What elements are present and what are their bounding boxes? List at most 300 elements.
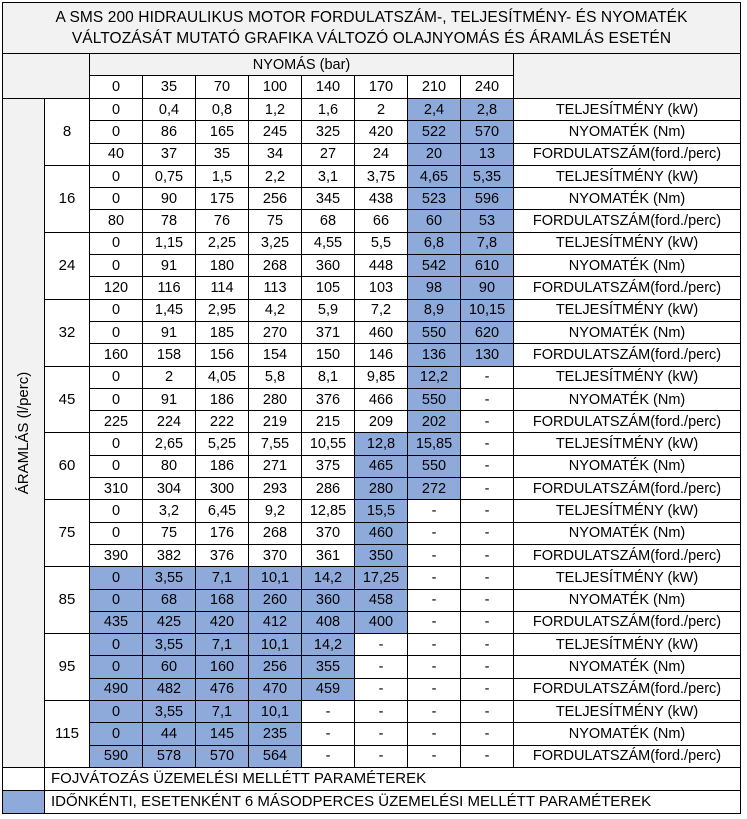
data-cell: 268	[249, 522, 302, 544]
data-cell: 482	[143, 678, 196, 700]
data-cell: 75	[249, 210, 302, 232]
data-cell: 459	[302, 678, 355, 700]
data-cell: 268	[249, 255, 302, 277]
data-cell: 10,1	[249, 567, 302, 589]
table-row	[3, 165, 741, 187]
data-cell: -	[408, 701, 461, 723]
data-cell: 2,25	[196, 232, 249, 254]
legend-swatch-white	[3, 767, 45, 790]
data-cell: -	[461, 500, 514, 522]
data-cell: 90	[143, 188, 196, 210]
data-cell: 2,8	[461, 99, 514, 121]
row-label: FORDULATSZÁM(ford./perc)	[514, 544, 741, 566]
row-label: NYOMATÉK (Nm)	[514, 589, 741, 611]
data-cell: -	[302, 745, 355, 767]
data-cell: -	[408, 500, 461, 522]
row-label: NYOMATÉK (Nm)	[514, 522, 741, 544]
data-cell: 448	[355, 255, 408, 277]
data-cell: 0	[90, 299, 143, 321]
table-row	[3, 723, 741, 745]
data-cell: 304	[143, 478, 196, 500]
data-cell: 2,4	[408, 99, 461, 121]
data-cell: 5,35	[461, 165, 514, 187]
data-cell: 0	[90, 567, 143, 589]
data-cell: -	[302, 723, 355, 745]
data-cell: 460	[355, 321, 408, 343]
data-cell: -	[408, 723, 461, 745]
data-cell: -	[355, 745, 408, 767]
row-label: NYOMATÉK (Nm)	[514, 121, 741, 143]
table-row	[3, 478, 741, 500]
data-cell: 3,25	[249, 232, 302, 254]
data-cell: 270	[249, 321, 302, 343]
data-cell: -	[461, 701, 514, 723]
data-cell: 202	[408, 411, 461, 433]
data-cell: 2	[143, 366, 196, 388]
data-cell: 361	[302, 544, 355, 566]
data-cell: 360	[302, 589, 355, 611]
legend-swatch-blue	[3, 790, 45, 813]
data-cell: 91	[143, 321, 196, 343]
flow-axis-label: ÁRAMLÁS (l/perc)	[14, 371, 32, 495]
table-row	[3, 611, 741, 633]
row-label: TELJESÍTMÉNY (kW)	[514, 165, 741, 187]
data-cell: 186	[196, 455, 249, 477]
table-row	[3, 299, 741, 321]
data-cell: 10,1	[249, 634, 302, 656]
data-cell: 14,2	[302, 634, 355, 656]
data-cell: 522	[408, 121, 461, 143]
data-cell: 224	[143, 411, 196, 433]
data-sheet	[2, 2, 741, 814]
row-label: TELJESÍTMÉNY (kW)	[514, 232, 741, 254]
data-cell: 550	[408, 455, 461, 477]
data-cell: 13	[461, 143, 514, 165]
label-header-cell	[514, 54, 741, 99]
row-label: NYOMATÉK (Nm)	[514, 455, 741, 477]
data-cell: 165	[196, 121, 249, 143]
data-cell: -	[461, 411, 514, 433]
data-cell: -	[408, 656, 461, 678]
table-row	[3, 455, 741, 477]
data-cell: 0,75	[143, 165, 196, 187]
data-cell: 86	[143, 121, 196, 143]
data-cell: 17,25	[355, 567, 408, 589]
data-cell: 4,55	[302, 232, 355, 254]
data-cell: -	[355, 634, 408, 656]
table-row	[3, 544, 741, 566]
data-cell: 80	[90, 210, 143, 232]
data-cell: 5,9	[302, 299, 355, 321]
data-cell: 75	[143, 522, 196, 544]
data-cell: 2,95	[196, 299, 249, 321]
data-cell: 0	[90, 500, 143, 522]
data-cell: 596	[461, 188, 514, 210]
data-cell: 7,8	[461, 232, 514, 254]
data-cell: 376	[302, 388, 355, 410]
data-cell: 175	[196, 188, 249, 210]
pressure-header: NYOMÁS (bar)	[90, 54, 514, 76]
data-cell: 0	[90, 589, 143, 611]
row-label: FORDULATSZÁM(ford./perc)	[514, 277, 741, 299]
data-cell: 1,6	[302, 99, 355, 121]
flow-value: 95	[45, 634, 90, 701]
corner-cell	[3, 54, 90, 99]
data-cell: -	[408, 745, 461, 767]
data-cell: 156	[196, 344, 249, 366]
data-cell: -	[408, 522, 461, 544]
data-cell: 400	[355, 611, 408, 633]
data-cell: -	[355, 701, 408, 723]
table-row	[3, 433, 741, 455]
data-cell: 53	[461, 210, 514, 232]
data-cell: 24	[355, 143, 408, 165]
data-cell: -	[461, 589, 514, 611]
data-cell: 215	[302, 411, 355, 433]
data-cell: 271	[249, 455, 302, 477]
data-cell: -	[461, 366, 514, 388]
data-cell: 345	[302, 188, 355, 210]
data-cell: -	[408, 634, 461, 656]
data-cell: 1,5	[196, 165, 249, 187]
data-cell: 293	[249, 478, 302, 500]
table-row	[3, 344, 741, 366]
data-cell: -	[461, 656, 514, 678]
data-cell: 256	[249, 188, 302, 210]
title-row	[3, 3, 741, 54]
data-cell: 10,15	[461, 299, 514, 321]
data-cell: 470	[249, 678, 302, 700]
data-cell: -	[461, 433, 514, 455]
data-cell: 154	[249, 344, 302, 366]
data-cell: 3,55	[143, 701, 196, 723]
table-row	[3, 99, 741, 121]
page-title	[3, 3, 741, 54]
data-cell: 0	[90, 321, 143, 343]
data-cell: 0	[90, 232, 143, 254]
data-cell: 0	[90, 255, 143, 277]
row-label: TELJESÍTMÉNY (kW)	[514, 634, 741, 656]
data-cell: 2,65	[143, 433, 196, 455]
data-cell: 370	[249, 544, 302, 566]
data-cell: 60	[143, 656, 196, 678]
pressure-value-1: 35	[143, 76, 196, 99]
title-line-2: VÁLTOZÁSÁT MUTATÓ GRAFIKA VÁLTOZÓ OLAJNYOMÁS ÉS ÁRAMLÁS ESETÉN	[71, 30, 672, 47]
legend-text-intermittent: IDŐNKÉNTI, ESETENKÉNT 6 MÁSODPERCES ÜZEMELÉSI MELLÉTT PARAMÉTEREK	[45, 790, 741, 813]
data-cell: 0	[90, 656, 143, 678]
data-cell: -	[461, 634, 514, 656]
data-cell: 550	[408, 388, 461, 410]
flow-value: 75	[45, 500, 90, 567]
data-cell: 8,1	[302, 366, 355, 388]
data-cell: 0	[90, 99, 143, 121]
data-cell: -	[408, 678, 461, 700]
data-cell: 0	[90, 634, 143, 656]
pressure-value-3: 100	[249, 76, 302, 99]
data-cell: 90	[461, 277, 514, 299]
row-label: FORDULATSZÁM(ford./perc)	[514, 344, 741, 366]
data-cell: 435	[90, 611, 143, 633]
data-cell: -	[461, 567, 514, 589]
data-cell: 390	[90, 544, 143, 566]
data-cell: 80	[143, 455, 196, 477]
data-cell: 5,5	[355, 232, 408, 254]
data-cell: -	[461, 611, 514, 633]
data-cell: 0	[90, 455, 143, 477]
data-cell: 7,1	[196, 634, 249, 656]
data-cell: 620	[461, 321, 514, 343]
row-label: NYOMATÉK (Nm)	[514, 656, 741, 678]
data-cell: 0,8	[196, 99, 249, 121]
data-cell: 6,45	[196, 500, 249, 522]
data-cell: -	[355, 656, 408, 678]
data-cell: 375	[302, 455, 355, 477]
data-cell: 256	[249, 656, 302, 678]
data-cell: 27	[302, 143, 355, 165]
data-cell: 7,1	[196, 701, 249, 723]
table-row	[3, 388, 741, 410]
legend-row-intermittent	[3, 790, 741, 813]
data-cell: 3,55	[143, 567, 196, 589]
data-cell: -	[408, 589, 461, 611]
table-row	[3, 143, 741, 165]
data-cell: 12,85	[302, 500, 355, 522]
table-row	[3, 567, 741, 589]
data-cell: 0	[90, 701, 143, 723]
data-cell: 4,05	[196, 366, 249, 388]
specification-table	[2, 2, 741, 814]
data-cell: 0	[90, 121, 143, 143]
data-cell: 2,2	[249, 165, 302, 187]
data-cell: 136	[408, 344, 461, 366]
table-row	[3, 634, 741, 656]
data-cell: 91	[143, 388, 196, 410]
data-cell: 114	[196, 277, 249, 299]
row-label: NYOMATÉK (Nm)	[514, 255, 741, 277]
data-cell: 12,8	[355, 433, 408, 455]
data-cell: 168	[196, 589, 249, 611]
data-cell: 360	[302, 255, 355, 277]
data-cell: 458	[355, 589, 408, 611]
data-cell: 34	[249, 143, 302, 165]
data-cell: 145	[196, 723, 249, 745]
legend-row-normal	[3, 767, 741, 790]
table-row	[3, 366, 741, 388]
data-cell: 523	[408, 188, 461, 210]
data-cell: -	[408, 544, 461, 566]
data-cell: 300	[196, 478, 249, 500]
row-label: NYOMATÉK (Nm)	[514, 188, 741, 210]
data-cell: 225	[90, 411, 143, 433]
data-cell: 0	[90, 366, 143, 388]
data-cell: 3,75	[355, 165, 408, 187]
data-cell: 68	[143, 589, 196, 611]
data-cell: 260	[249, 589, 302, 611]
flow-value: 32	[45, 299, 90, 366]
data-cell: 1,2	[249, 99, 302, 121]
row-label: TELJESÍTMÉNY (kW)	[514, 433, 741, 455]
data-cell: 40	[90, 143, 143, 165]
data-cell: 105	[302, 277, 355, 299]
data-cell: 146	[355, 344, 408, 366]
data-cell: 4,65	[408, 165, 461, 187]
data-cell: 325	[302, 121, 355, 143]
data-cell: 7,1	[196, 567, 249, 589]
data-cell: 10,1	[249, 701, 302, 723]
row-label: FORDULATSZÁM(ford./perc)	[514, 745, 741, 767]
data-cell: 68	[302, 210, 355, 232]
data-cell: 564	[249, 745, 302, 767]
data-cell: 355	[302, 656, 355, 678]
data-cell: 66	[355, 210, 408, 232]
data-cell: 103	[355, 277, 408, 299]
data-cell: 160	[90, 344, 143, 366]
flow-value: 45	[45, 366, 90, 433]
data-cell: 44	[143, 723, 196, 745]
data-cell: 176	[196, 522, 249, 544]
row-label: NYOMATÉK (Nm)	[514, 723, 741, 745]
data-cell: 350	[355, 544, 408, 566]
data-cell: 2	[355, 99, 408, 121]
data-cell: 5,8	[249, 366, 302, 388]
data-cell: 130	[461, 344, 514, 366]
data-cell: 570	[461, 121, 514, 143]
data-cell: 10,55	[302, 433, 355, 455]
data-cell: 6,8	[408, 232, 461, 254]
table-row	[3, 188, 741, 210]
row-label: FORDULATSZÁM(ford./perc)	[514, 478, 741, 500]
data-cell: 20	[408, 143, 461, 165]
data-cell: 14,2	[302, 567, 355, 589]
data-cell: 98	[408, 277, 461, 299]
data-cell: 245	[249, 121, 302, 143]
data-cell: 570	[196, 745, 249, 767]
data-cell: 542	[408, 255, 461, 277]
data-cell: 578	[143, 745, 196, 767]
data-cell: -	[408, 567, 461, 589]
data-cell: 376	[196, 544, 249, 566]
table-row	[3, 701, 741, 723]
data-cell: 113	[249, 277, 302, 299]
legend	[3, 767, 741, 813]
row-label: TELJESÍTMÉNY (kW)	[514, 299, 741, 321]
data-cell: 186	[196, 388, 249, 410]
data-cell: 0	[90, 723, 143, 745]
row-label: NYOMATÉK (Nm)	[514, 321, 741, 343]
data-cell: 0	[90, 388, 143, 410]
data-cell: 371	[302, 321, 355, 343]
data-cell: 1,45	[143, 299, 196, 321]
data-cell: 0	[90, 188, 143, 210]
pressure-value-5: 170	[355, 76, 408, 99]
table-body	[3, 3, 741, 768]
data-cell: 408	[302, 611, 355, 633]
pressure-value-2: 70	[196, 76, 249, 99]
data-cell: 78	[143, 210, 196, 232]
data-cell: 5,25	[196, 433, 249, 455]
table-row	[3, 656, 741, 678]
data-cell: 180	[196, 255, 249, 277]
data-cell: 0,4	[143, 99, 196, 121]
data-cell: 310	[90, 478, 143, 500]
table-row	[3, 678, 741, 700]
row-label: TELJESÍTMÉNY (kW)	[514, 500, 741, 522]
data-cell: 15,5	[355, 500, 408, 522]
table-row	[3, 411, 741, 433]
data-cell: 222	[196, 411, 249, 433]
row-label: FORDULATSZÁM(ford./perc)	[514, 143, 741, 165]
data-cell: 466	[355, 388, 408, 410]
data-cell: 8,9	[408, 299, 461, 321]
data-cell: -	[461, 455, 514, 477]
data-cell: -	[355, 678, 408, 700]
data-cell: 76	[196, 210, 249, 232]
data-cell: 438	[355, 188, 408, 210]
data-cell: 272	[408, 478, 461, 500]
flow-value: 115	[45, 701, 90, 768]
data-cell: 460	[355, 522, 408, 544]
data-cell: 280	[249, 388, 302, 410]
data-cell: 91	[143, 255, 196, 277]
data-cell: 3,2	[143, 500, 196, 522]
row-label: TELJESÍTMÉNY (kW)	[514, 366, 741, 388]
data-cell: 610	[461, 255, 514, 277]
row-label: FORDULATSZÁM(ford./perc)	[514, 678, 741, 700]
data-cell: -	[461, 388, 514, 410]
table-row	[3, 500, 741, 522]
row-label: NYOMATÉK (Nm)	[514, 388, 741, 410]
data-cell: 15,85	[408, 433, 461, 455]
data-cell: 9,2	[249, 500, 302, 522]
data-cell: 590	[90, 745, 143, 767]
data-cell: -	[408, 611, 461, 633]
legend-text-normal: FOJVÁTOZÁS ÜZEMELÉSI MELLÉTT PARAMÉTEREK	[45, 767, 741, 790]
data-cell: 550	[408, 321, 461, 343]
data-cell: 420	[196, 611, 249, 633]
data-cell: 116	[143, 277, 196, 299]
data-cell: -	[461, 522, 514, 544]
data-cell: 0	[90, 165, 143, 187]
flow-axis-label-cell	[3, 99, 45, 768]
data-cell: 150	[302, 344, 355, 366]
table-row	[3, 277, 741, 299]
data-cell: -	[461, 478, 514, 500]
flow-value: 60	[45, 433, 90, 500]
row-label: TELJESÍTMÉNY (kW)	[514, 99, 741, 121]
data-cell: 465	[355, 455, 408, 477]
data-cell: 476	[196, 678, 249, 700]
pressure-value-7: 240	[461, 76, 514, 99]
row-label: FORDULATSZÁM(ford./perc)	[514, 411, 741, 433]
data-cell: -	[461, 678, 514, 700]
row-label: FORDULATSZÁM(ford./perc)	[514, 611, 741, 633]
table-row	[3, 255, 741, 277]
data-cell: 60	[408, 210, 461, 232]
data-cell: 382	[143, 544, 196, 566]
data-cell: 185	[196, 321, 249, 343]
data-cell: -	[461, 745, 514, 767]
data-cell: 35	[196, 143, 249, 165]
table-row	[3, 210, 741, 232]
data-cell: 160	[196, 656, 249, 678]
pressure-header-row	[3, 54, 741, 76]
data-cell: 3,55	[143, 634, 196, 656]
data-cell: 158	[143, 344, 196, 366]
data-cell: -	[461, 723, 514, 745]
data-cell: 0	[90, 433, 143, 455]
table-row	[3, 745, 741, 767]
pressure-value-0: 0	[90, 76, 143, 99]
